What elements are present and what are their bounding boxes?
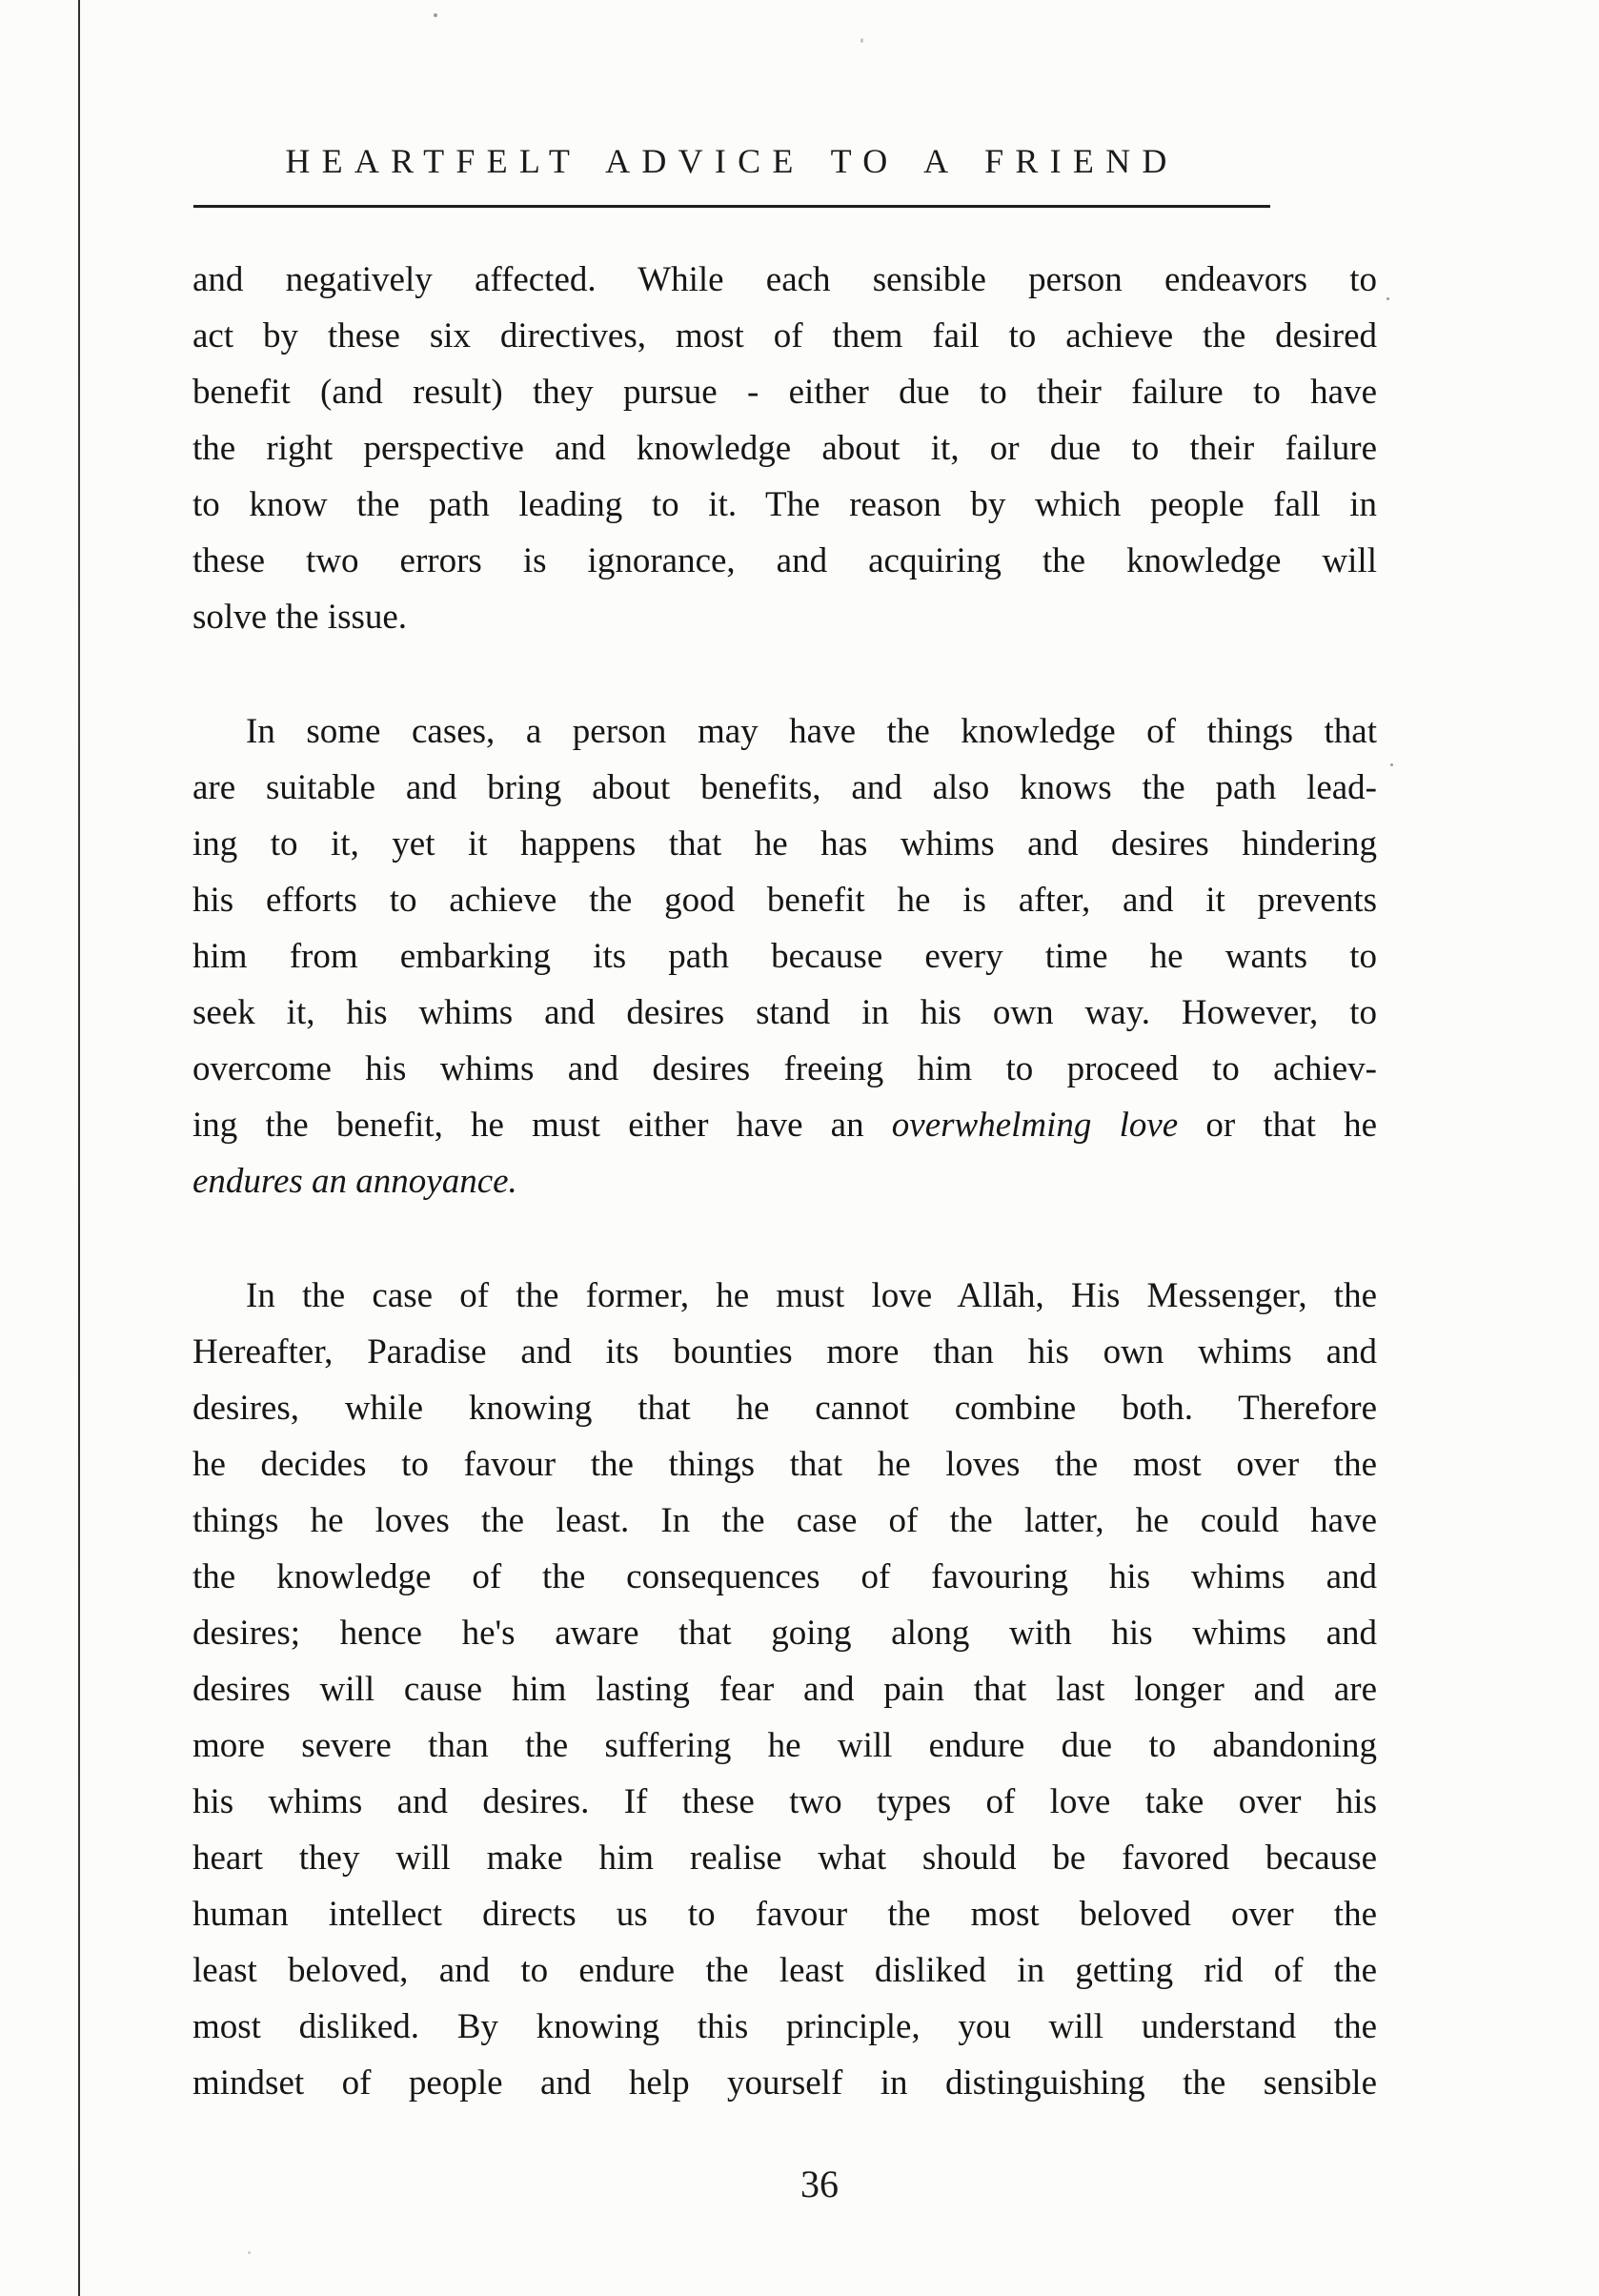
text-segment: Hereafter, Paradise and its bounties more than his own whims and [192, 1332, 1377, 1372]
text-line [192, 1153, 1377, 1209]
text-segment: the knowledge of the consequences of favouring his whims and [192, 1557, 1377, 1596]
text-segment: solve the issue. [192, 598, 408, 637]
scan-speck [434, 13, 437, 17]
text-line [192, 872, 1377, 928]
text-segment: desires will cause him lasting fear and pain that last longer and are [192, 1670, 1377, 1709]
text-segment: are suitable and bring about benefits, and also knows the path lead- [192, 768, 1377, 807]
scan-speck [1386, 297, 1389, 300]
paragraph [192, 703, 1377, 1209]
text-segment: heart they will make him realise what should be favored because [192, 1839, 1377, 1878]
text-line [192, 760, 1377, 816]
text-line [192, 533, 1377, 589]
text-line [192, 1324, 1377, 1380]
text-line [192, 1942, 1377, 1999]
text-segment: or that he [1178, 1106, 1377, 1145]
text-segment: these two errors is ignorance, and acquiring the knowledge will [192, 541, 1377, 580]
text-line [192, 252, 1377, 308]
text-line [192, 1493, 1377, 1549]
page-number: 36 [800, 2163, 839, 2205]
scan-speck [248, 2251, 251, 2254]
text-line [192, 1661, 1377, 1717]
text-line [192, 1549, 1377, 1605]
text-segment: to know the path leading to it. The reason by which people fall in [192, 485, 1377, 524]
text-segment: In some cases, a person may have the knowledge of things that [246, 712, 1377, 751]
text-line [192, 928, 1377, 985]
text-line [192, 308, 1377, 364]
paragraph [192, 252, 1377, 645]
text-segment: overcome his whims and desires freeing him to proceed to achiev- [192, 1049, 1377, 1088]
text-segment: him from embarking its path because every time he wants to [192, 937, 1377, 976]
text-line [192, 364, 1377, 420]
text-line [192, 985, 1377, 1041]
text-segment: ing the benefit, he must either have an [192, 1106, 892, 1145]
text-line [192, 1097, 1377, 1153]
text-line [192, 477, 1377, 533]
text-line [192, 1886, 1377, 1942]
scan-speck [860, 38, 863, 43]
text-segment: least beloved, and to endure the least disliked in getting rid of the [192, 1951, 1377, 1990]
text-line [192, 1999, 1377, 2055]
text-segment: mindset of people and help yourself in distinguishing the sensible [192, 2063, 1377, 2103]
text-line [192, 1041, 1377, 1097]
text-line [192, 1774, 1377, 1830]
paragraph [192, 1268, 1377, 2111]
text-segment: seek it, his whims and desires stand in his own way. However, to [192, 993, 1377, 1032]
text-line [192, 2055, 1377, 2111]
text-segment: most disliked. By knowing this principle, you will understand the [192, 2007, 1377, 2046]
text-segment: benefit (and result) they pursue - either due to their failure to have [192, 373, 1377, 412]
text-line [192, 1268, 1377, 1324]
scan-speck [1390, 763, 1393, 766]
text-segment: desires; hence he's aware that going along with his whims and [192, 1614, 1377, 1653]
text-segment: human intellect directs us to favour the most beloved over the [192, 1895, 1377, 1934]
text-line [192, 1605, 1377, 1661]
text-segment: ing to it, yet it happens that he has whims and desires hindering [192, 824, 1377, 864]
body-text [192, 252, 1377, 2111]
text-line [192, 703, 1377, 760]
text-line [192, 589, 1377, 645]
text-segment: he decides to favour the things that he loves the most over the [192, 1445, 1377, 1484]
text-segment: more severe than the suffering he will endure due to abandoning [192, 1726, 1377, 1765]
text-line [192, 1436, 1377, 1493]
text-line [192, 1830, 1377, 1886]
scan-edge-line [78, 0, 80, 2296]
text-line [192, 1380, 1377, 1436]
italic-text: endures an annoyance. [192, 1162, 517, 1201]
header-rule [193, 205, 1270, 208]
text-segment: things he loves the least. In the case of the latter, he could have [192, 1501, 1377, 1540]
text-segment: In the case of the former, he must love Allāh, His Messenger, the [246, 1276, 1377, 1315]
text-line [192, 1717, 1377, 1774]
text-segment: act by these six directives, most of them fail to achieve the desired [192, 316, 1377, 356]
text-segment: and negatively affected. While each sensible person endeavors to [192, 260, 1377, 299]
text-segment: the right perspective and knowledge about it, or due to their failure [192, 429, 1377, 468]
text-line [192, 420, 1377, 477]
text-segment: desires, while knowing that he cannot combine both. Therefore [192, 1389, 1377, 1428]
text-line [192, 816, 1377, 872]
italic-text: overwhelming love [891, 1106, 1179, 1145]
text-segment: his whims and desires. If these two types of love take over his [192, 1782, 1377, 1821]
running-header: HEARTFELT ADVICE TO A FRIEND [285, 142, 1179, 180]
text-segment: his efforts to achieve the good benefit he is after, and it prevents [192, 881, 1377, 920]
